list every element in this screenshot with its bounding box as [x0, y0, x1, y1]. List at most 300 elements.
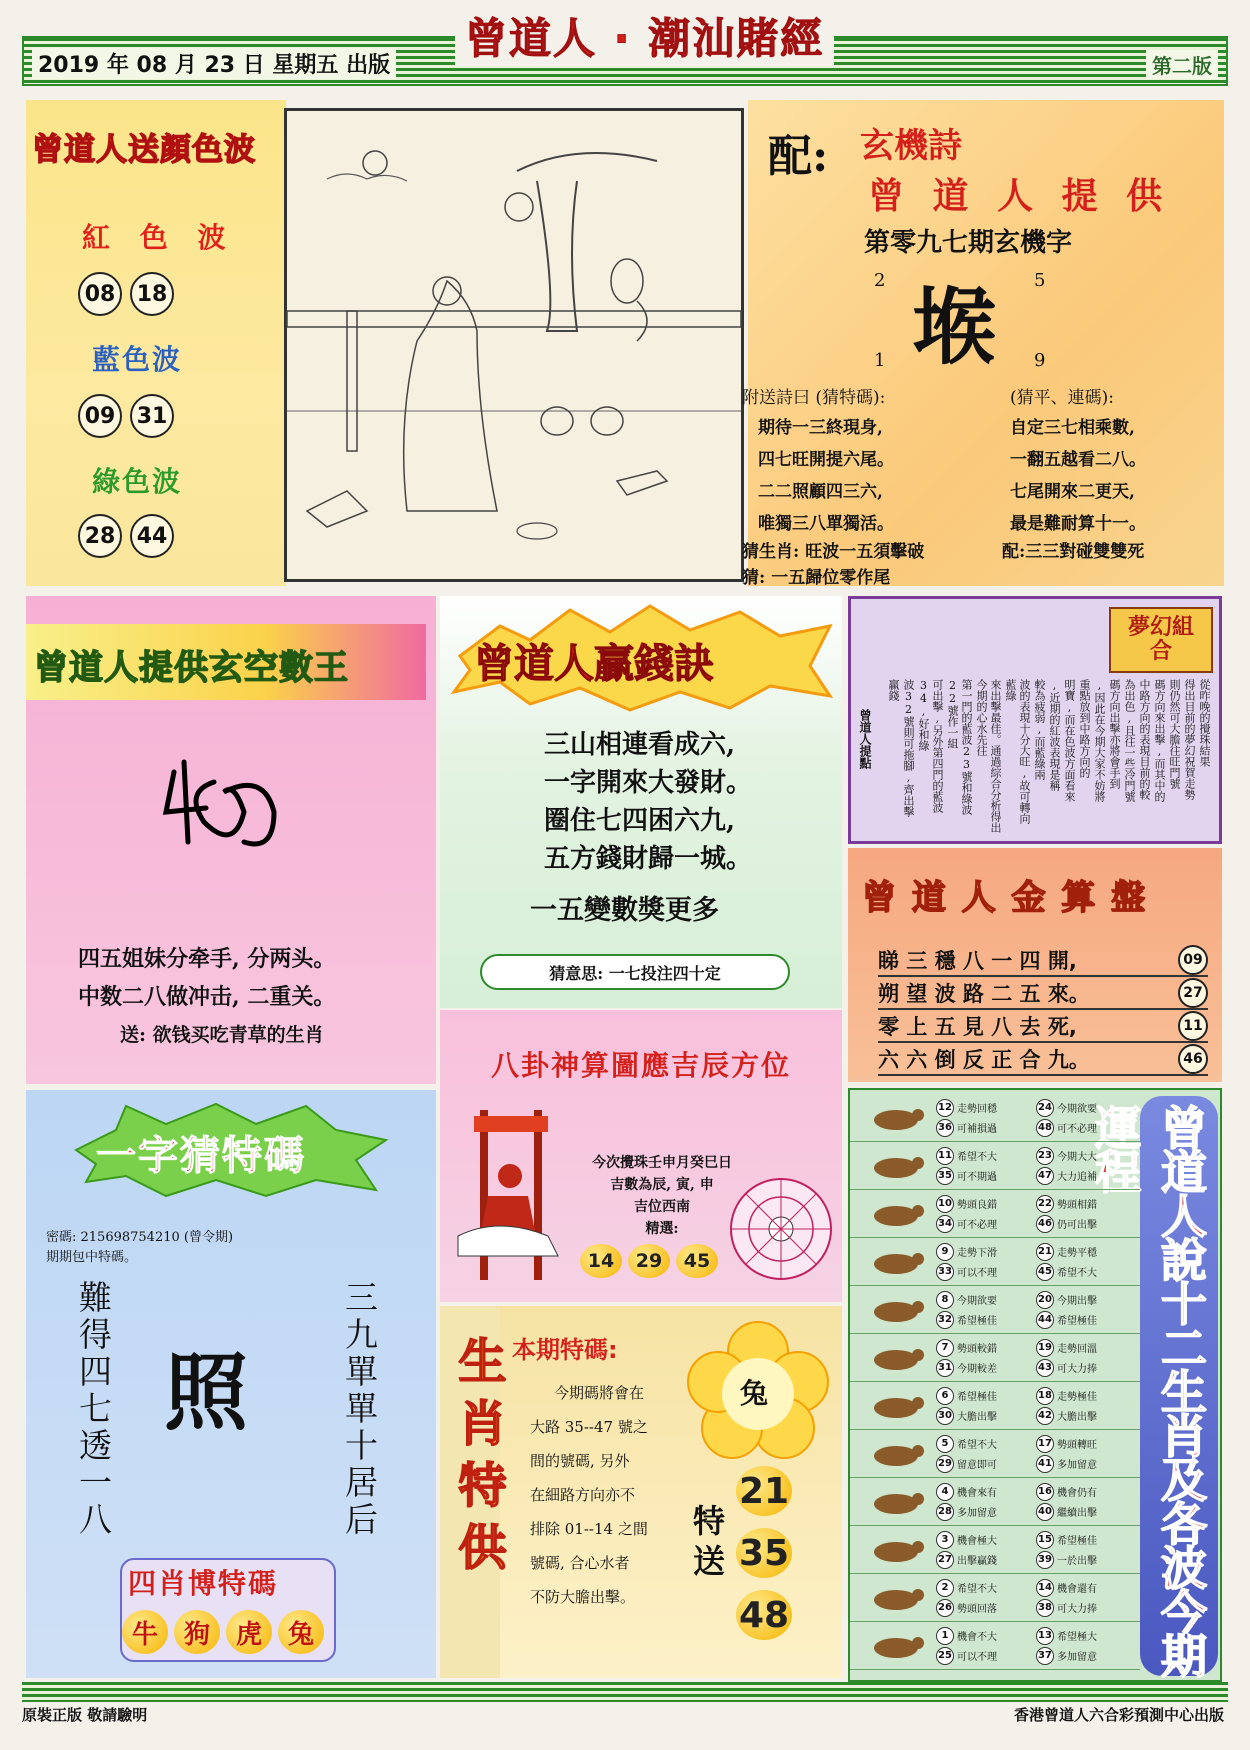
zodiac-entry — [936, 1455, 1036, 1473]
color-wave-panel — [26, 100, 286, 586]
green-wave-numbers — [78, 514, 182, 558]
zodiac-number: 47 — [1036, 1167, 1054, 1185]
zodiac-entry — [936, 1195, 1036, 1213]
riddle-poem-panel — [742, 100, 1224, 588]
zodiac-fortune-text: 可以不理 — [957, 1652, 997, 1663]
poem-line: 四七旺開提六尾。 — [758, 450, 894, 470]
rat-icon — [856, 1103, 936, 1133]
handwritten-scribble — [154, 752, 284, 862]
zodiac-fortune-text: 勢頭回落 — [957, 1604, 997, 1615]
zodiac-cell — [936, 1387, 1036, 1425]
pei-hint — [1002, 536, 1144, 568]
guess-title: 一字猜特碼 — [96, 1133, 306, 1179]
zodiac-entry — [936, 1483, 1036, 1501]
dream-column: 則仍然可大膽往旺門號 — [1168, 679, 1181, 789]
horse-icon — [856, 1391, 936, 1421]
zodiac-fortune-text: 希望極佳 — [957, 1316, 997, 1327]
dream-column: 重點放到中路方向的 — [1078, 679, 1091, 778]
zodiac-fortune-text: 走勢回穩 — [957, 1104, 997, 1115]
special-send: 特送 — [688, 1504, 726, 1584]
zodiac-fortune-text: 希望不大 — [957, 1152, 997, 1163]
zodiac-number: 7 — [936, 1339, 954, 1357]
zodiac-cell — [1036, 1627, 1136, 1665]
zodiac-row — [850, 1190, 1140, 1238]
issue-label: 第零九七期玄機字 — [864, 228, 1073, 258]
win-hint-pill — [480, 954, 790, 990]
zodiac-fortune-text: 留意即可 — [957, 1460, 997, 1471]
zodiac-cell — [1036, 1339, 1136, 1377]
number-ball: 18 — [130, 272, 174, 316]
zodiac-side-title: 曾道人說十二生肖及各波今期運程 — [1088, 1104, 1208, 1676]
zodiac-number: 10 — [936, 1195, 954, 1213]
zodiac-fortune-text: 勢頭相錯 — [1057, 1200, 1097, 1211]
zodiac-fortune-text: 今期欲要 — [1057, 1104, 1097, 1115]
dream-column: 碼方向來出擊,而其中的 — [1153, 679, 1166, 802]
ox-icon — [856, 1151, 936, 1181]
zodiac-chip: 牛 — [122, 1610, 168, 1654]
zodiac-fortune-text: 走勢平穩 — [1057, 1248, 1097, 1259]
pig-icon — [856, 1631, 936, 1661]
zodiac-row — [850, 1430, 1140, 1478]
zodiac-fortune-text: 機會來有 — [957, 1488, 997, 1499]
abacus-panel — [848, 848, 1222, 1082]
four-zodiac-list — [122, 1610, 324, 1654]
zodiac-entry — [1036, 1099, 1136, 1117]
zodiac-number: 5 — [936, 1435, 954, 1453]
zodiac-fortune-text: 仍可出擊 — [1057, 1220, 1097, 1231]
xuankong-panel — [26, 596, 436, 1084]
zodiac-number: 34 — [936, 1215, 954, 1233]
zodiac-cell — [1036, 1483, 1136, 1521]
number-ball: 21 — [736, 1466, 792, 1516]
zodiac-fortune-text: 可大力捧 — [1057, 1604, 1097, 1615]
zodiac-fortune-text: 勢頭轉旺 — [1057, 1440, 1097, 1451]
zodiac-entry — [1036, 1627, 1136, 1645]
zodiac-cell — [936, 1243, 1036, 1281]
dream-column: 較為疲弱,而藍綠兩 — [1033, 679, 1046, 780]
zodiac-number: 15 — [1036, 1531, 1054, 1549]
zodiac-number: 27 — [936, 1551, 954, 1569]
zodiac-chip: 兔 — [278, 1610, 324, 1654]
dream-column: ,因此在今期大家不妨將 — [1093, 679, 1106, 802]
zodiac-entry — [936, 1647, 1036, 1665]
poem-line: 自定三七相乘數, — [1010, 418, 1135, 438]
dog-icon — [856, 1583, 936, 1613]
zodiac-number: 43 — [1036, 1359, 1054, 1377]
xuankong-line: 送: 欲钱买吃青草的生肖 — [120, 1024, 324, 1046]
zodiac-fortune-text: 希望極佳 — [1057, 1536, 1097, 1547]
special-text — [530, 1376, 648, 1614]
zodiac-number: 20 — [1036, 1291, 1054, 1309]
zodiac-cell — [936, 1627, 1036, 1665]
zodiac-fortune-text: 今期大大 — [1057, 1152, 1097, 1163]
zodiac-fortune-text: 今期欲要 — [957, 1296, 997, 1307]
dream-column: 明寶,而在色波方面看來 — [1063, 679, 1076, 802]
zodiac-fortune-text: 希望不大 — [957, 1584, 997, 1595]
rooster-icon — [856, 1535, 936, 1565]
zodiac-entry — [936, 1551, 1036, 1569]
code-line: 期期包中特碼。 — [46, 1250, 138, 1265]
win-title: 曾道人贏錢訣 — [474, 641, 714, 687]
zodiac-fortune-text: 希望不大 — [957, 1440, 997, 1451]
zodiac-entry — [1036, 1599, 1136, 1617]
zodiac-row — [850, 1622, 1140, 1670]
zodiac-number: 41 — [1036, 1455, 1054, 1473]
zodiac-entry — [936, 1215, 1036, 1233]
abacus-text: 零 上 五 見 八 去 死, — [878, 1014, 1077, 1039]
bagua-title: 八卦神算圖應吉辰方位 — [490, 1049, 791, 1082]
right-poem — [1010, 412, 1146, 540]
zodiac-number: 19 — [1036, 1339, 1054, 1357]
poem-line: 期待一三終現身, — [758, 418, 883, 438]
dream-column: 波32號則可拖腳,齊出擊 — [902, 679, 915, 817]
win-hint-label: 猜意思: — [549, 963, 604, 983]
zodiac-number: 30 — [936, 1407, 954, 1425]
zodiac-number: 40 — [1036, 1503, 1054, 1521]
zodiac-number: 12 — [936, 1099, 954, 1117]
zodiac-number: 6 — [936, 1387, 954, 1405]
bagua-line: 吉位西南 — [634, 1199, 690, 1215]
special-line: 間的號碼, 另外 — [530, 1452, 630, 1470]
corner-number: 9 — [1034, 350, 1046, 371]
rabbit-icon — [856, 1247, 936, 1277]
riddle-title: 玄機詩 — [860, 126, 962, 166]
zodiac-number: 9 — [936, 1243, 954, 1261]
zodiac-number: 31 — [936, 1359, 954, 1377]
zodiac-number: 35 — [936, 1167, 954, 1185]
zodiac-fortune-text: 今期較差 — [957, 1364, 997, 1375]
zodiac-number: 38 — [1036, 1599, 1054, 1617]
zodiac-fortune-text: 可大力捧 — [1057, 1364, 1097, 1375]
zodiac-entry — [936, 1531, 1036, 1549]
zodiac-number: 25 — [936, 1647, 954, 1665]
green-wave-label: 綠色波 — [92, 465, 183, 498]
bagua-text — [582, 1152, 742, 1240]
zodiac-number: 24 — [1036, 1099, 1054, 1117]
number-ball: 44 — [130, 514, 174, 558]
zodiac-entry — [936, 1243, 1036, 1261]
zodiac-fortune-text: 多加留意 — [957, 1508, 997, 1519]
zodiac-number: 13 — [1036, 1627, 1054, 1645]
bagua-panel — [440, 1010, 842, 1302]
poem-line: 一翻五越看二八。 — [1010, 450, 1146, 470]
zodiac-number: 36 — [936, 1119, 954, 1137]
xuankong-line: 中数二八做冲击, 二重关。 — [78, 984, 336, 1010]
zodiac-entry — [936, 1579, 1036, 1597]
goat-icon — [856, 1439, 936, 1469]
xuankong-line: 四五姐妹分牵手, 分两头。 — [78, 946, 336, 972]
dream-column: 來出擊最佳。通過綜合分析得出今期的心水先往 — [975, 679, 1002, 833]
abacus-number: 46 — [1178, 1044, 1208, 1074]
abacus-line — [878, 977, 1208, 1010]
illustration-panel — [284, 108, 744, 582]
footer-bar — [22, 1682, 1228, 1702]
zodiac-cell — [1036, 1195, 1136, 1233]
special-line: 排除 01--14 之間 — [530, 1520, 648, 1538]
abacus-number: 09 — [1178, 945, 1208, 975]
zodiac-entry — [936, 1599, 1036, 1617]
number-ball: 35 — [736, 1528, 792, 1578]
number-ball: 08 — [78, 272, 122, 316]
zodiac-entry — [936, 1291, 1036, 1309]
abacus-text: 睇 三 穩 八 一 四 開, — [878, 948, 1077, 973]
zodiac-entry — [1036, 1291, 1136, 1309]
zodiac-entry — [1036, 1195, 1136, 1213]
zodiac-cell — [936, 1339, 1036, 1377]
zodiac-fortune-text: 大膽出擊 — [957, 1412, 997, 1423]
zodiac-entry — [936, 1167, 1036, 1185]
dream-column: 從昨晚的攪珠結果 — [1198, 679, 1211, 767]
win-panel — [440, 596, 842, 1008]
zodiac-entry — [1036, 1503, 1136, 1521]
dream-column: 中路方向的表現目前的較 — [1138, 679, 1151, 800]
zodiac-entry — [1036, 1579, 1136, 1597]
zodiac-entry — [936, 1311, 1036, 1329]
masthead: 曾道人 · 潮汕賭經 — [455, 6, 834, 66]
abacus-number: 11 — [1178, 1011, 1208, 1041]
zodiac-entry — [1036, 1551, 1136, 1569]
monkey-icon — [856, 1487, 936, 1517]
zodiac-number: 2 — [936, 1579, 954, 1597]
zodiac-cell — [936, 1579, 1036, 1617]
zodiac-number: 8 — [936, 1291, 954, 1309]
edition-label: 第二版 — [1146, 50, 1218, 79]
zodiac-cell — [1036, 1387, 1136, 1425]
bagua-line: 吉數為辰, 寅, 申 — [610, 1177, 714, 1193]
zodiac-fortune-text: 繼續出擊 — [1057, 1508, 1097, 1519]
left-vertical-text: 難得四七透一八 — [74, 1280, 113, 1539]
zodiac-entry — [1036, 1147, 1136, 1165]
zodiac-entry — [1036, 1647, 1136, 1665]
poem-line: 一字開來大發財。 — [544, 768, 753, 798]
dream-column: 可出擊,另外第四門的藍波34,好和綠 — [917, 679, 944, 813]
zodiac-fortune-text: 可不必理 — [1057, 1124, 1097, 1135]
zodiac-cell — [936, 1531, 1036, 1569]
zodiac-entry — [1036, 1435, 1136, 1453]
number-ball: 09 — [78, 394, 122, 438]
special-numbers — [736, 1466, 792, 1640]
dream-combo-panel — [848, 596, 1222, 844]
zodiac-fortune-text: 多加留意 — [1057, 1460, 1097, 1471]
zodiac-row — [850, 1286, 1140, 1334]
zodiac-cell — [1036, 1531, 1136, 1569]
zodiac-number: 18 — [1036, 1387, 1054, 1405]
zodiac-cell — [1036, 1291, 1136, 1329]
left-poem-heading: 附送詩曰 (猜特碼): — [742, 388, 886, 408]
dream-column: 第一門的藍波23號和綠波22號作一組 — [946, 679, 973, 815]
abacus-title: 曾 道 人 金 算 盤 — [862, 878, 1148, 918]
special-side-title: 生肖特供 — [450, 1336, 506, 1584]
red-wave-label: 紅 色 波 — [82, 221, 236, 254]
abacus-line — [878, 1043, 1208, 1076]
win-hint-text: 一七投注四十定 — [608, 963, 721, 983]
abacus-line — [878, 1010, 1208, 1043]
zodiac-entry — [936, 1387, 1036, 1405]
zodiac-cell — [936, 1435, 1036, 1473]
abacus-line — [878, 944, 1208, 977]
zodiac-number: 26 — [936, 1599, 954, 1617]
left-poem — [758, 412, 894, 540]
zodiac-number: 32 — [936, 1311, 954, 1329]
pei-label: 配: — [768, 131, 829, 182]
zodiac-entry — [936, 1407, 1036, 1425]
zodiac-fortune-text: 可補損過 — [957, 1124, 997, 1135]
zodiac-fortune-text: 勢頭較錯 — [957, 1344, 997, 1355]
code-line: 密碼: 215698754210 (曾令期) — [46, 1230, 234, 1245]
zodiac-number: 14 — [1036, 1579, 1054, 1597]
zodiac-cell — [1036, 1243, 1136, 1281]
guess-hint-label: 猜: — [742, 568, 766, 588]
zodiac-fortune-text: 出擊贏錢 — [957, 1556, 997, 1567]
special-line: 大路 35--47 號之 — [530, 1418, 648, 1436]
zodiac-chip: 狗 — [174, 1610, 220, 1654]
zodiac-number: 22 — [1036, 1195, 1054, 1213]
zodiac-entry — [1036, 1311, 1136, 1329]
zodiac-hint-label: 猜生肖: — [742, 542, 800, 562]
provider-title: 曾 道 人 提 供 — [868, 176, 1171, 217]
zodiac-fortune-text: 希望不大 — [1057, 1268, 1097, 1279]
number-ball: 48 — [736, 1590, 792, 1640]
dream-column: 為出色,且往一些冷門號 — [1123, 679, 1136, 802]
dream-title: 夢幻組合 — [1109, 607, 1213, 673]
zodiac-number: 4 — [936, 1483, 954, 1501]
zodiac-row — [850, 1142, 1140, 1190]
zodiac-number: 21 — [1036, 1243, 1054, 1261]
lady-monkey-illustration — [287, 111, 741, 579]
zodiac-number: 17 — [1036, 1435, 1054, 1453]
zodiac-fortune-text: 走勢回溫 — [1057, 1344, 1097, 1355]
guess-character: 照 — [164, 1344, 249, 1442]
poem-line: 最是難耐算十一。 — [1010, 514, 1146, 534]
pei-hint-text: 三三對碰雙雙死 — [1025, 542, 1145, 562]
zodiac-fortune-text: 希望極大 — [1057, 1632, 1097, 1643]
dream-column: 碼方向出擊亦將會手到 — [1108, 679, 1121, 789]
zodiac-number: 44 — [1036, 1311, 1054, 1329]
zodiac-row — [850, 1238, 1140, 1286]
zodiac-number: 1 — [936, 1627, 954, 1645]
zodiac-number: 29 — [936, 1455, 954, 1473]
poem-line: 圈住七四困六九, — [544, 806, 736, 836]
number-ball: 14 — [580, 1244, 622, 1278]
zodiac-entry — [936, 1263, 1036, 1281]
zodiac-fortune-text: 可以不理 — [957, 1268, 997, 1279]
zodiac-row — [850, 1574, 1140, 1622]
zodiac-fortune-text: 多加留意 — [1057, 1652, 1097, 1663]
number-ball: 29 — [628, 1244, 670, 1278]
zodiac-fortune-text: 機會極大 — [957, 1536, 997, 1547]
zodiac-number: 28 — [936, 1503, 954, 1521]
zodiac-entry — [936, 1435, 1036, 1453]
zodiac-fortune-text: 大力追補 — [1057, 1172, 1097, 1183]
guess-hint-text: 一五歸位零作尾 — [771, 568, 891, 588]
special-panel — [440, 1306, 842, 1678]
zodiac-entry — [936, 1339, 1036, 1357]
zodiac-fortune-text: 機會還有 — [1057, 1584, 1097, 1595]
special-line: 不防大膽出擊。 — [530, 1588, 636, 1606]
zodiac-entry — [936, 1627, 1036, 1645]
zodiac-entry — [936, 1359, 1036, 1377]
number-ball: 28 — [78, 514, 122, 558]
special-line: 號碼, 合心水者 — [530, 1554, 630, 1572]
zodiac-number: 46 — [1036, 1215, 1054, 1233]
zodiac-cell — [1036, 1099, 1136, 1137]
zodiac-entry — [936, 1099, 1036, 1117]
zodiac-entry — [1036, 1339, 1136, 1357]
dragon-icon — [856, 1295, 936, 1325]
dream-text — [886, 679, 1211, 833]
zodiac-entry — [1036, 1119, 1136, 1137]
zodiac-fortune-panel — [848, 1088, 1222, 1682]
color-wave-title: 曾道人送顏色波 — [32, 132, 256, 168]
zodiac-cell — [936, 1099, 1036, 1137]
zodiac-cell — [1036, 1579, 1136, 1617]
special-line: 今期碼將會在 — [554, 1384, 645, 1402]
dream-column: 波的表現十分大旺,故可轉向藍綠 — [1004, 679, 1031, 824]
zodiac-entry — [1036, 1407, 1136, 1425]
zodiac-number: 11 — [936, 1147, 954, 1165]
win-extra: 一五變數獎更多 — [530, 895, 719, 926]
zodiac-number: 48 — [1036, 1119, 1054, 1137]
right-poem-heading: (猜平、連碼): — [1010, 388, 1114, 408]
zodiac-chip: 虎 — [226, 1610, 272, 1654]
poem-line: 三山相連看成六, — [544, 730, 736, 760]
zodiac-number: 45 — [1036, 1263, 1054, 1281]
zodiac-entry — [1036, 1167, 1136, 1185]
pei-hint-label: 配: — [1002, 542, 1026, 562]
zodiac-number: 42 — [1036, 1407, 1054, 1425]
poem-line: 五方錢財歸一城。 — [544, 844, 753, 874]
dream-column: 得出目前的夢幻祝賀走勢 — [1183, 679, 1196, 800]
zodiac-cell — [1036, 1147, 1136, 1185]
zodiac-fortune-text: 可不期過 — [957, 1172, 997, 1183]
zodiac-entry — [1036, 1359, 1136, 1377]
zodiac-fortune-text: 機會仍有 — [1057, 1488, 1097, 1499]
zodiac-entry — [936, 1147, 1036, 1165]
number-ball: 45 — [676, 1244, 718, 1278]
special-title: 本期特碼: — [512, 1336, 618, 1364]
zodiac-fortune-text: 希望極佳 — [1057, 1316, 1097, 1327]
zodiac-cell — [936, 1147, 1036, 1185]
guess-panel — [26, 1090, 436, 1678]
zodiac-entry — [1036, 1263, 1136, 1281]
corner-number: 1 — [874, 350, 886, 371]
zodiac-number: 23 — [1036, 1147, 1054, 1165]
publish-date: 2019 年 08 月 23 日 星期五 出版 — [32, 48, 396, 79]
corner-number: 5 — [1034, 270, 1046, 291]
red-wave-numbers — [78, 272, 182, 316]
zodiac-entry — [936, 1503, 1036, 1521]
abacus-lines — [878, 944, 1208, 1076]
zodiac-hint-text: 旺波一五須擊破 — [805, 542, 925, 562]
footer-right: 香港曾道人六合彩預測中心出版 — [1013, 1706, 1224, 1724]
zodiac-fortune-text: 今期出擊 — [1057, 1296, 1097, 1307]
zodiac-cell — [936, 1483, 1036, 1521]
zodiac-number: 16 — [1036, 1483, 1054, 1501]
zodiac-fortune-text: 一於出擊 — [1057, 1556, 1097, 1567]
blue-wave-numbers — [78, 394, 182, 438]
zodiac-fortune-text: 走勢極佳 — [1057, 1392, 1097, 1403]
abacus-number: 27 — [1178, 978, 1208, 1008]
zodiac-row — [850, 1526, 1140, 1574]
dream-column: 贏錢 — [887, 679, 900, 701]
four-zodiac-title: 四肖博特碼 — [128, 1567, 279, 1600]
zodiac-entry — [1036, 1215, 1136, 1233]
snake-icon — [856, 1343, 936, 1373]
special-line: 在細路方向亦不 — [530, 1486, 636, 1504]
xuankong-title: 曾道人提供玄空數王 — [34, 648, 349, 688]
number-ball: 31 — [130, 394, 174, 438]
zodiac-row — [850, 1382, 1140, 1430]
